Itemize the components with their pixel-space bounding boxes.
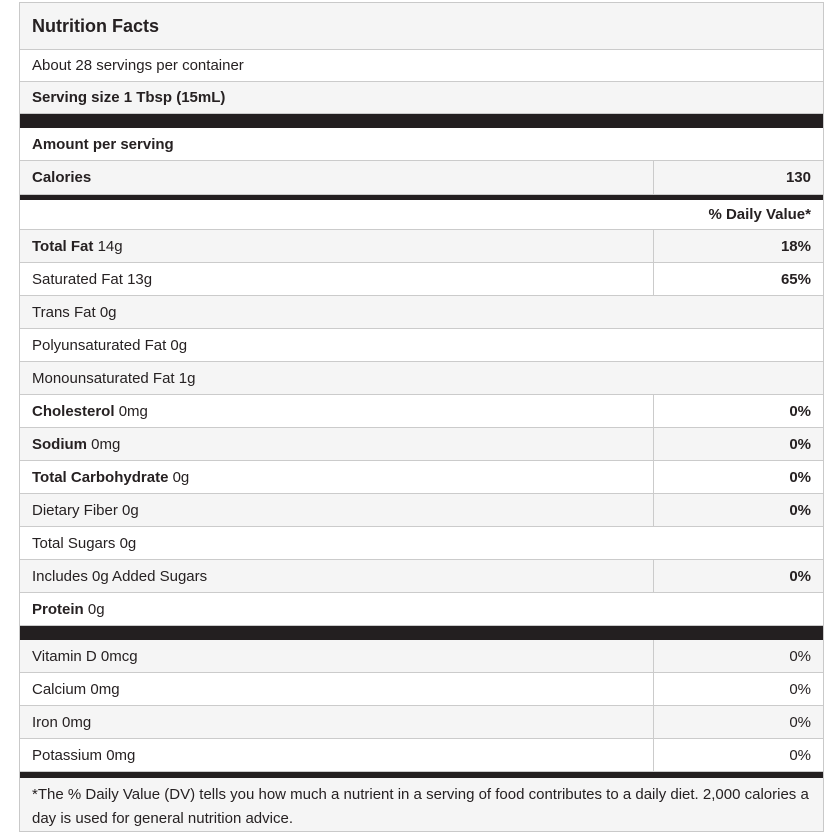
nutrient-amount: 0g bbox=[122, 501, 139, 519]
nutrient-row-protein bbox=[20, 593, 823, 626]
vitamin-amount: 0mg bbox=[90, 680, 120, 698]
vitamin-amount: 0mcg bbox=[100, 647, 138, 665]
nutrient-name: Total Sugars bbox=[32, 534, 116, 552]
servings-per-container-text: About 28 servings per container bbox=[32, 57, 244, 74]
amount-per-serving-text: Amount per serving bbox=[32, 135, 174, 153]
vitamin-row-vitamin-d bbox=[20, 640, 823, 673]
daily-value-header-row bbox=[20, 200, 823, 230]
nutrient-dv: 65% bbox=[780, 270, 811, 288]
nutrient-row-saturated-fat bbox=[20, 263, 823, 296]
vitamin-name: Calcium bbox=[32, 680, 87, 698]
nutrient-amount: 0g bbox=[119, 534, 137, 552]
vitamin-name: Iron bbox=[32, 713, 58, 731]
vitamin-dv: 0% bbox=[789, 647, 811, 665]
nutrient-name: Polyunsaturated Fat bbox=[32, 336, 167, 354]
nutrient-amount: 0g bbox=[99, 303, 117, 321]
nutrient-row-total-carbohydrate bbox=[20, 461, 823, 494]
calories-value: 130 bbox=[785, 169, 811, 186]
vitamin-row-potassium bbox=[20, 739, 823, 772]
nutrient-amount: 0mg bbox=[118, 402, 148, 420]
nutrient-row-sodium bbox=[20, 428, 823, 461]
nutrient-row-dietary-fiber bbox=[20, 494, 823, 527]
nutrient-dv: 0% bbox=[789, 402, 811, 420]
nutrient-amount: 0mg bbox=[91, 435, 121, 453]
serving-size-text: Serving size 1 Tbsp (15mL) bbox=[32, 89, 226, 106]
nutrient-dv: 0% bbox=[789, 501, 811, 519]
nutrient-name: Total Fat bbox=[32, 237, 94, 255]
nutrient-name: Total Carbohydrate bbox=[32, 468, 169, 486]
vitamin-dv: 0% bbox=[789, 713, 811, 731]
nutrient-name: Saturated Fat bbox=[32, 270, 123, 288]
footnote: *The % Daily Value (DV) tells you how much a nutrient in a serving of food contributes to a daily diet. 2,000 calories a day is used for general nutrition advice. bbox=[20, 778, 823, 831]
calories-label: Calories bbox=[32, 169, 92, 186]
vitamin-amount: 0mg bbox=[106, 746, 136, 764]
nutrient-row-trans-fat bbox=[20, 296, 823, 329]
nutrient-row-total-sugars bbox=[20, 527, 823, 560]
nutrient-name: Trans Fat bbox=[32, 303, 96, 321]
vitamin-row-iron bbox=[20, 706, 823, 739]
label-title: Nutrition Facts bbox=[32, 15, 160, 36]
section-divider-bar-vitamins bbox=[20, 626, 823, 640]
nutrient-dv: 0% bbox=[789, 435, 811, 453]
nutrient-dv: 0% bbox=[789, 567, 811, 585]
nutrient-row-total-fat bbox=[20, 230, 823, 263]
nutrient-row-cholesterol bbox=[20, 395, 823, 428]
nutrition-facts-label bbox=[19, 2, 824, 832]
nutrient-dv: 18% bbox=[780, 237, 811, 255]
servings-per-container-row bbox=[20, 50, 823, 82]
vitamin-dv: 0% bbox=[789, 746, 811, 764]
vitamin-name: Vitamin D bbox=[32, 647, 97, 665]
nutrient-row-monounsaturated-fat bbox=[20, 362, 823, 395]
nutrient-name: Sodium bbox=[32, 435, 87, 453]
amount-per-serving-row bbox=[20, 128, 823, 161]
calories-row bbox=[20, 161, 823, 195]
serving-size-row bbox=[20, 82, 823, 114]
nutrient-amount: 14g bbox=[97, 237, 123, 255]
section-divider-bar-top bbox=[20, 114, 823, 128]
vitamin-row-calcium bbox=[20, 673, 823, 706]
nutrient-name: Cholesterol bbox=[32, 402, 115, 420]
vitamin-dv: 0% bbox=[789, 680, 811, 698]
daily-value-header-text: % Daily Value* bbox=[708, 206, 811, 223]
vitamin-name: Potassium bbox=[32, 746, 103, 764]
nutrient-name: Monounsaturated Fat bbox=[32, 369, 175, 387]
nutrient-dv: 0% bbox=[789, 468, 811, 486]
nutrient-row-polyunsaturated-fat bbox=[20, 329, 823, 362]
nutrient-row-added-sugars bbox=[20, 560, 823, 593]
nutrient-amount: 0g bbox=[170, 336, 188, 354]
vitamin-amount: 0mg bbox=[62, 713, 92, 731]
label-title-row bbox=[20, 3, 823, 50]
nutrient-name: Protein bbox=[32, 600, 84, 618]
nutrient-amount: 1g bbox=[178, 369, 196, 387]
nutrient-amount: 13g bbox=[127, 270, 153, 288]
nutrient-amount: 0g bbox=[87, 600, 105, 618]
nutrient-amount: 0g bbox=[172, 468, 190, 486]
nutrient-name: Includes 0g Added Sugars bbox=[32, 567, 208, 585]
nutrient-name: Dietary Fiber bbox=[32, 501, 118, 519]
